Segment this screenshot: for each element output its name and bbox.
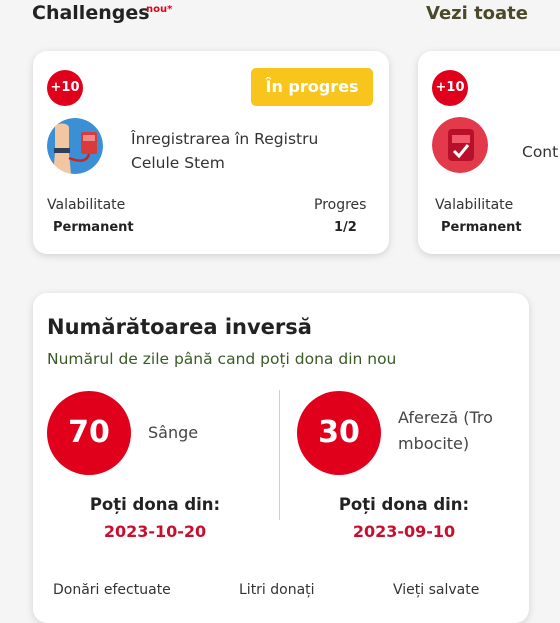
blood-days-circle: 70 — [47, 391, 131, 475]
next-donation-date: 2023-09-10 — [352, 522, 456, 541]
challenge-card[interactable] — [418, 51, 560, 254]
challenge-card[interactable] — [33, 51, 389, 254]
blood-donation-arm-icon — [47, 118, 103, 174]
stat-liters-label: Litri donați — [239, 582, 315, 598]
blood-bag-check-icon — [432, 117, 488, 173]
validity-label: Valabilitate — [47, 197, 126, 213]
donation-type-label: Sânge — [148, 423, 199, 442]
countdown-subtitle: Numărul de zile până cand poți dona din nou — [47, 350, 397, 368]
progress-label: Progres — [314, 197, 367, 213]
apheresis-days-circle: 30 — [297, 391, 381, 475]
new-badge: nou* — [146, 4, 173, 15]
progress-value: 1/2 — [334, 220, 357, 235]
challenges-header — [0, 0, 560, 34]
validity-value: Permanent — [441, 220, 522, 235]
validity-value: Permanent — [53, 220, 134, 235]
next-donation-date: 2023-10-20 — [103, 522, 207, 541]
validity-label: Valabilitate — [435, 197, 514, 213]
challenge-title: Înregistrarea în Registru Celule Stem — [131, 130, 319, 172]
next-donation-label: Poți dona din: — [338, 495, 470, 514]
view-all-link[interactable]: Vezi toate — [426, 3, 528, 24]
challenge-title: Cont — [522, 143, 559, 161]
countdown-title: Numărătoarea inversă — [47, 315, 312, 339]
countdown-card — [33, 293, 529, 623]
status-badge: În progres — [251, 68, 373, 106]
divider — [279, 390, 280, 520]
donation-type-label: Afereză (Tro mbocite) — [398, 408, 493, 453]
stat-lives-label: Vieți salvate — [393, 582, 480, 598]
stat-donations-label: Donări efectuate — [53, 582, 171, 598]
points-badge: +10 — [47, 70, 83, 106]
section-title: Challenges — [32, 2, 150, 24]
points-badge: +10 — [432, 70, 468, 106]
next-donation-label: Poți dona din: — [89, 495, 221, 514]
